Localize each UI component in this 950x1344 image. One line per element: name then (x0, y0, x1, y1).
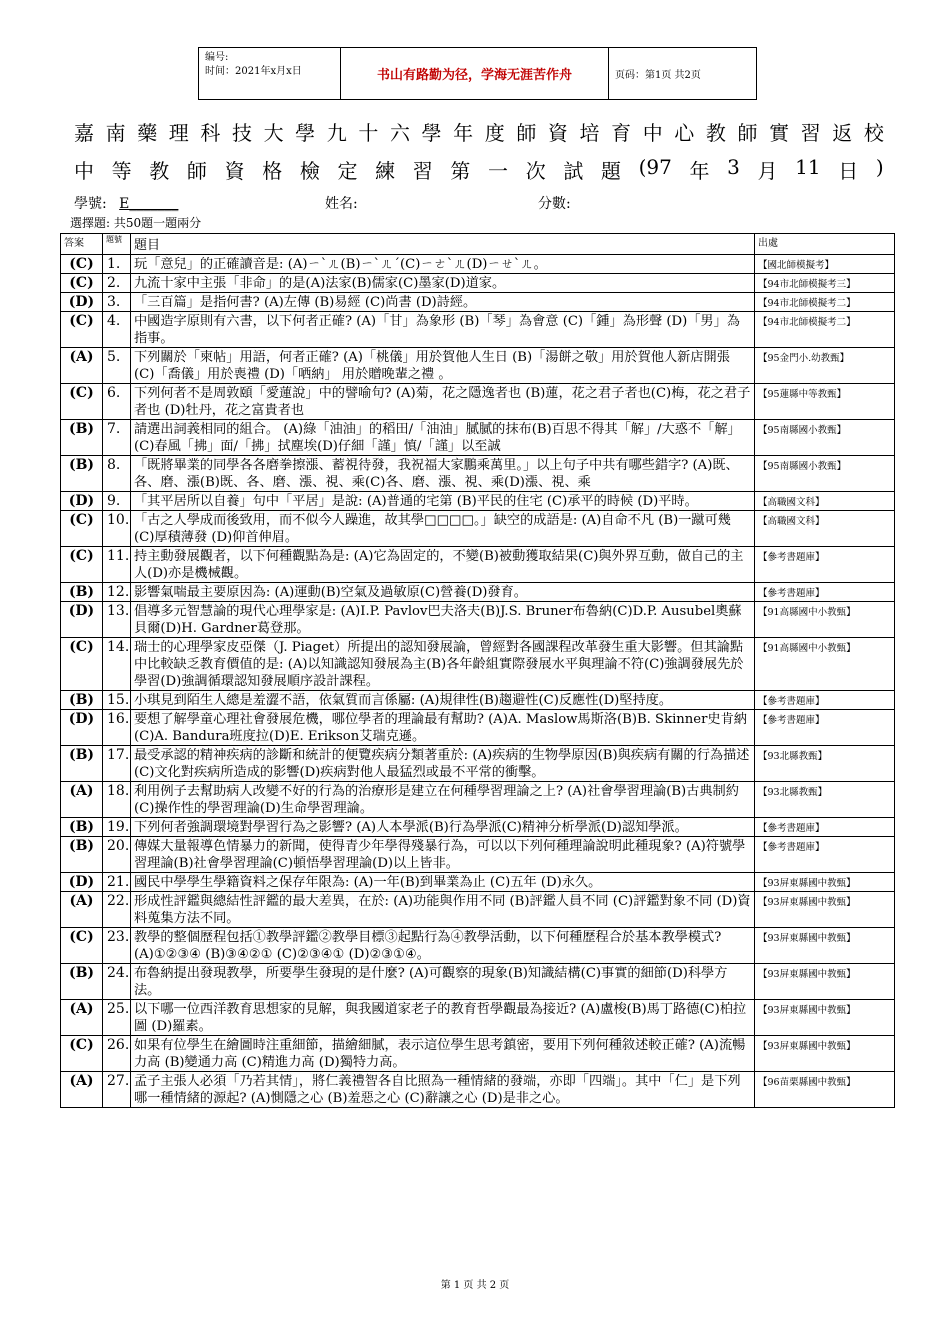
answer-cell: (C) (61, 1036, 103, 1072)
title-char: 師 (737, 121, 758, 145)
title-char: 資 (224, 159, 245, 183)
title-char: 科 (200, 121, 221, 145)
student-id-value: E_______ (119, 196, 179, 212)
question-cell: 孟子主張人必須「乃若其情」，將仁義禮智各自比照為一種情緒的發端，亦即「四端」。其中「仁」是下列哪一種情緒的源起? (A)惻隱之心 (B)羞惡之心 (C)辭讓之心 (D)是非之心。 (131, 1072, 755, 1108)
number-cell: 26. (103, 1036, 131, 1072)
source-cell: 【參考書題庫】 (755, 710, 895, 746)
answer-cell: (D) (61, 710, 103, 746)
title-char: 度 (484, 121, 505, 145)
title-char: 實 (769, 121, 790, 145)
question-cell: 傳媒大量報導色情暴力的新聞，使得青少年學得殘暴行為，可以以下列何種理論說明此種現象? (A)符號學習理論(B)社會學習理論(C)頓悟學習理論(D)以上皆非。 (131, 837, 755, 873)
title-char: 培 (579, 121, 600, 145)
source-cell: 【參考書題庫】 (755, 818, 895, 837)
col-question: 題目 (131, 234, 755, 255)
table-row (61, 691, 895, 710)
number-cell: 3. (103, 293, 131, 312)
number-cell: 14. (103, 638, 131, 691)
number-cell: 4. (103, 312, 131, 348)
table-row (61, 583, 895, 602)
table-row (61, 964, 895, 1000)
col-source: 出處 (755, 234, 895, 255)
header-meta (199, 48, 341, 99)
title-char: 練 (375, 159, 396, 183)
number-cell: 18. (103, 782, 131, 818)
answer-cell: (A) (61, 1000, 103, 1036)
table-row (61, 274, 895, 293)
section-subtitle: 選擇題: 共50題一題兩分 (70, 216, 202, 230)
answer-cell: (B) (61, 746, 103, 782)
table-row (61, 492, 895, 511)
question-cell: 「三百篇」是指何書? (A)左傳 (B)易經 (C)尚書 (D)詩經。 (131, 293, 755, 312)
question-cell: 小琪見到陌生人總是羞澀不語，依氣質而言係屬: (A)規律性(B)趨避性(C)反應性(D)堅持度。 (131, 691, 755, 710)
source-cell: 【95南縣國小教甄】 (755, 456, 895, 492)
name-label: 姓名: (325, 196, 358, 212)
table-row (61, 602, 895, 638)
title-char: 學 (295, 121, 316, 145)
question-cell: 影響氣喘最主要原因為: (A)運動(B)空氣及過敏原(C)營養(D)發育。 (131, 583, 755, 602)
source-cell: 【93屏東縣國中教甄】 (755, 892, 895, 928)
table-row (61, 312, 895, 348)
header-motto: 书山有路勤为径，学海无涯苦作舟 (341, 48, 609, 99)
title-char: 題 (600, 159, 621, 183)
question-cell: 布魯納提出發現教學，所要學生發現的是什麼? (A)可觀察的現象(B)知識結構(C)事實的細節(D)科學方法。 (131, 964, 755, 1000)
title-char: 技 (231, 121, 252, 145)
answer-cell: (D) (61, 873, 103, 892)
title-char: 教 (149, 159, 170, 183)
title-char: (97 (638, 155, 672, 179)
number-cell: 9. (103, 492, 131, 511)
table-row (61, 782, 895, 818)
number-cell: 22. (103, 892, 131, 928)
number-cell: 7. (103, 420, 131, 456)
question-cell: 九流十家中主張「非命」的是(A)法家(B)儒家(C)墨家(D)道家。 (131, 274, 755, 293)
title-char: 年 (689, 159, 710, 183)
source-cell: 【高職國文科】 (755, 492, 895, 511)
table-row (61, 293, 895, 312)
source-cell: 【國北師模擬考】 (755, 255, 895, 274)
source-cell: 【參考書題庫】 (755, 691, 895, 710)
question-cell: 下列何者不是周敦頤「愛蓮說」中的譬喻句? (A)菊，花之隱逸者也 (B)蓮，花之君子者也(C)梅，花之君子者也 (D)牡丹，花之富貴者也 (131, 384, 755, 420)
source-cell: 【94市北師模擬考二】 (755, 293, 895, 312)
title-char: 藥 (137, 121, 158, 145)
question-cell: 要想了解學童心理社會發展危機，哪位學者的理論最有幫助? (A)A. Maslow馬斯洛(B)B. Skinner史肯納(C)A. Bandura班度拉(D)E. Erikson艾瑞克遜。 (131, 710, 755, 746)
table-row (61, 420, 895, 456)
source-cell: 【參考書題庫】 (755, 547, 895, 583)
title-char: 資 (547, 121, 568, 145)
question-cell: 形成性評鑑與總結性評鑑的最大差異，在於: (A)功能與作用不同 (B)評鑑人員不同 (C)評鑑對象不同 (D)資料蒐集方法不同。 (131, 892, 755, 928)
answer-cell: (D) (61, 293, 103, 312)
question-cell: 「古之人學成而後致用，而不似今人躁進，故其學□□□□。」缺空的成語是: (A)自命不凡 (B)一蹴可幾 (C)厚積薄發 (D)仰首伸眉。 (131, 511, 755, 547)
title-char: 學 (421, 121, 442, 145)
header-time: 时间：2021年x月x日 (205, 66, 302, 77)
table-header-row (61, 234, 895, 255)
answer-cell: (B) (61, 420, 103, 456)
score-label: 分數: (538, 196, 571, 212)
table-row (61, 456, 895, 492)
question-rows (61, 255, 895, 1108)
table-row (61, 1072, 895, 1108)
source-cell: 【96苗栗縣國中教甄】 (755, 1072, 895, 1108)
title-char: 育 (611, 121, 632, 145)
answer-cell: (A) (61, 1072, 103, 1108)
student-id-label (74, 193, 178, 213)
answer-cell: (B) (61, 456, 103, 492)
number-cell: 12. (103, 583, 131, 602)
number-cell: 2. (103, 274, 131, 293)
table-row (61, 837, 895, 873)
number-cell: 23. (103, 928, 131, 964)
header-code: 编号: (205, 52, 229, 63)
question-cell: 下列何者強調環境對學習行為之影響? (A)人本學派(B)行為學派(C)精神分析學派(D)認知學派。 (131, 818, 755, 837)
table-row (61, 638, 895, 691)
table-row (61, 348, 895, 384)
table-row (61, 1000, 895, 1036)
title-char: 習 (412, 159, 433, 183)
source-cell: 【參考書題庫】 (755, 837, 895, 873)
title-char: 第 (450, 159, 471, 183)
title-char: 中 (642, 121, 663, 145)
table-row (61, 873, 895, 892)
answer-cell: (C) (61, 511, 103, 547)
question-cell: 瑞士的心理學家皮亞傑（J. Piaget）所提出的認知發展論，曾經對各國課程改革發生重大影響。但其論點中比較缺乏教育價值的是: (A)以知識認知發展為主(B)各年齡組實際發展水平與理論不符(C)強調發展先於學習(D)強調循環認知發展順序設計課程。 (131, 638, 755, 691)
source-cell: 【95蓮縣中等教甄】 (755, 384, 895, 420)
question-cell: 倡導多元智慧論的現代心理學家是: (A)I.P. Pavlov巴夫洛夫(B)J.S. Bruner布魯納(C)D.P. Ausubel奧蘇貝爾(D)H. Gardner葛登那。 (131, 602, 755, 638)
title-char: 次 (525, 159, 546, 183)
title-char: 心 (674, 121, 695, 145)
title-char: 大 (263, 121, 284, 145)
title-char: ) (875, 155, 884, 179)
title-char: 月 (757, 159, 778, 183)
source-cell: 【95南縣國小教甄】 (755, 420, 895, 456)
title-char: 等 (111, 159, 132, 183)
answer-cell: (C) (61, 255, 103, 274)
number-cell: 8. (103, 456, 131, 492)
number-cell: 25. (103, 1000, 131, 1036)
source-cell: 【參考書題庫】 (755, 583, 895, 602)
answer-cell: (A) (61, 892, 103, 928)
document-title-line1 (74, 117, 884, 146)
table-row (61, 818, 895, 837)
table-row (61, 384, 895, 420)
question-cell: 最受承認的精神疾病的診斷和統計的便覽疾病分類著重於: (A)疾病的生物學原因(B)與疾病有關的行為描述(C)文化對疾病所造成的影響(D)疾病對他人最猛烈或最不平常的衝擊。 (131, 746, 755, 782)
source-cell: 【91高縣國中小教甄】 (755, 638, 895, 691)
answer-cell: (C) (61, 384, 103, 420)
title-char: 教 (705, 121, 726, 145)
answer-cell: (B) (61, 818, 103, 837)
title-char: 六 (389, 121, 410, 145)
title-char: 檢 (299, 159, 320, 183)
question-cell: 「既將畢業的同學各各磨拳擦漲、蓄視待發，我祝福大家鵬乘萬里。」以上句子中共有哪些錯字? (A)既、各、磨、漲(B)既、各、磨、漲、視、乘(C)各、磨、漲、視、乘(D)漲、視、乘 (131, 456, 755, 492)
number-cell: 13. (103, 602, 131, 638)
number-cell: 11. (103, 547, 131, 583)
number-cell: 24. (103, 964, 131, 1000)
title-char: 理 (168, 121, 189, 145)
title-char: 十 (358, 121, 379, 145)
question-cell: 國民中學學生學籍資料之保存年限為: (A)一年(B)到畢業為止 (C)五年 (D)永久。 (131, 873, 755, 892)
number-cell: 5. (103, 348, 131, 384)
question-table (60, 233, 895, 1108)
table-row (61, 928, 895, 964)
answer-cell: (D) (61, 602, 103, 638)
table-row (61, 892, 895, 928)
header-page: 页码：第1页 共2页 (615, 70, 701, 81)
page-footer: 第 1 页 共 2 页 (440, 1280, 510, 1291)
number-cell: 1. (103, 255, 131, 274)
answer-cell: (B) (61, 583, 103, 602)
col-number: 題號 (103, 234, 131, 255)
answer-cell: (C) (61, 638, 103, 691)
title-char: 師 (186, 159, 207, 183)
number-cell: 27. (103, 1072, 131, 1108)
title-char: 定 (337, 159, 358, 183)
source-cell: 【93屏東縣國中教甄】 (755, 1036, 895, 1072)
number-cell: 17. (103, 746, 131, 782)
title-char: 九 (326, 121, 347, 145)
source-cell: 【93北縣教甄】 (755, 746, 895, 782)
title-char: 日 (838, 159, 859, 183)
table-row (61, 511, 895, 547)
question-cell: 如果有位學生在繪圖時注重細節，描繪細膩，表示這位學生思考鎮密，要用下列何種敘述較正確? (A)流暢力高 (B)變通力高 (C)精進力高 (D)獨特力高。 (131, 1036, 755, 1072)
question-cell: 中國造字原則有六書，以下何者正確? (A)「甘」為象形 (B)「琴」為會意 (C)「鍾」為形聲 (D)「男」為指事。 (131, 312, 755, 348)
question-cell: 利用例子去幫助病人改變不好的行為的治療形是建立在何種學習理論之上? (A)社會學習理論(B)古典制約(C)操作性的學習理論(D)生命學習理論。 (131, 782, 755, 818)
col-answer: 答案 (61, 234, 103, 255)
source-cell: 【高職國文科】 (755, 511, 895, 547)
question-cell: 下列關於「柬帖」用語，何者正確? (A)「桃儀」用於賀他人生日 (B)「湯餅之敬」用於賀他人新店開張 (C)「喬儀」用於喪禮 (D)「哂納」 用於贈晚輩之禮 。 (131, 348, 755, 384)
answer-cell: (C) (61, 274, 103, 293)
answer-cell: (C) (61, 928, 103, 964)
answer-cell: (A) (61, 348, 103, 384)
answer-cell: (D) (61, 492, 103, 511)
title-char: 師 (516, 121, 537, 145)
title-char: 3 (727, 155, 740, 179)
number-cell: 15. (103, 691, 131, 710)
title-char: 嘉 (74, 121, 94, 145)
source-cell: 【93屏東縣國中教甄】 (755, 964, 895, 1000)
document-title-line2 (74, 155, 884, 184)
title-char: 校 (863, 121, 884, 145)
title-char: 南 (105, 121, 126, 145)
student-id-text: 學號: (74, 196, 107, 212)
source-cell: 【91高縣國中小教甄】 (755, 602, 895, 638)
answer-cell: (B) (61, 691, 103, 710)
answer-cell: (C) (61, 312, 103, 348)
question-cell: 以下哪一位西洋教育思想家的見解，與我國道家老子的教育哲學觀最為接近? (A)盧梭(B)馬丁路德(C)柏拉圖 (D)羅素。 (131, 1000, 755, 1036)
source-cell: 【93屏東縣國中教甄】 (755, 1000, 895, 1036)
title-char: 習 (800, 121, 821, 145)
source-cell: 【93北縣教甄】 (755, 782, 895, 818)
title-char: 返 (832, 121, 853, 145)
source-cell: 【93屏東縣國中教甄】 (755, 928, 895, 964)
number-cell: 16. (103, 710, 131, 746)
table-row (61, 255, 895, 274)
number-cell: 21. (103, 873, 131, 892)
source-cell: 【94市北師模擬考三】 (755, 274, 895, 293)
title-char: 一 (488, 159, 509, 183)
page-header-box (198, 47, 757, 100)
question-cell: 玩「意兒」的正確讀音是: (A)ㄧˋㄦ(B)ㄧˋㄦˊ(C)ㄧㄜˋㄦ(D)ㄧㄝˋㄦ。 (131, 255, 755, 274)
title-char: 年 (453, 121, 474, 145)
number-cell: 20. (103, 837, 131, 873)
source-cell: 【93屏東縣國中教甄】 (755, 873, 895, 892)
number-cell: 6. (103, 384, 131, 420)
title-char: 試 (563, 159, 584, 183)
title-char: 格 (262, 159, 283, 183)
answer-cell: (C) (61, 547, 103, 583)
number-cell: 19. (103, 818, 131, 837)
table-row (61, 746, 895, 782)
title-char: 中 (74, 159, 94, 183)
answer-cell: (A) (61, 782, 103, 818)
answer-cell: (B) (61, 964, 103, 1000)
table-row (61, 1036, 895, 1072)
question-cell: 持主動發展觀者，以下何種觀點為是: (A)它為固定的，不變(B)被動獲取結果(C)與外界互動，做自己的主人(D)亦是機械觀。 (131, 547, 755, 583)
table-row (61, 547, 895, 583)
title-char: 11 (795, 155, 821, 179)
question-cell: 「其平居所以自養」句中「平居」是說: (A)普通的宅第 (B)平民的住宅 (C)承平的時候 (D)平時。 (131, 492, 755, 511)
question-cell: 請選出詞義相同的組合。 (A)綠「油油」的稻田/「油油」膩膩的抹布(B)百思不得其「解」/大惑不「解」(C)春風「拂」面/「拂」拭塵埃(D)仔細「謹」慎/「謹」以至誠 (131, 420, 755, 456)
number-cell: 10. (103, 511, 131, 547)
answer-cell: (B) (61, 837, 103, 873)
table-row (61, 710, 895, 746)
source-cell: 【94市北師模擬考二】 (755, 312, 895, 348)
question-cell: 教學的整個歷程包括①教學評鑑②教學目標③起點行為④教學活動，以下何種歷程合於基本教學模式? (A)①②③④ (B)③④②① (C)②③④① (D)②③①④。 (131, 928, 755, 964)
source-cell: 【95金門小.幼教甄】 (755, 348, 895, 384)
